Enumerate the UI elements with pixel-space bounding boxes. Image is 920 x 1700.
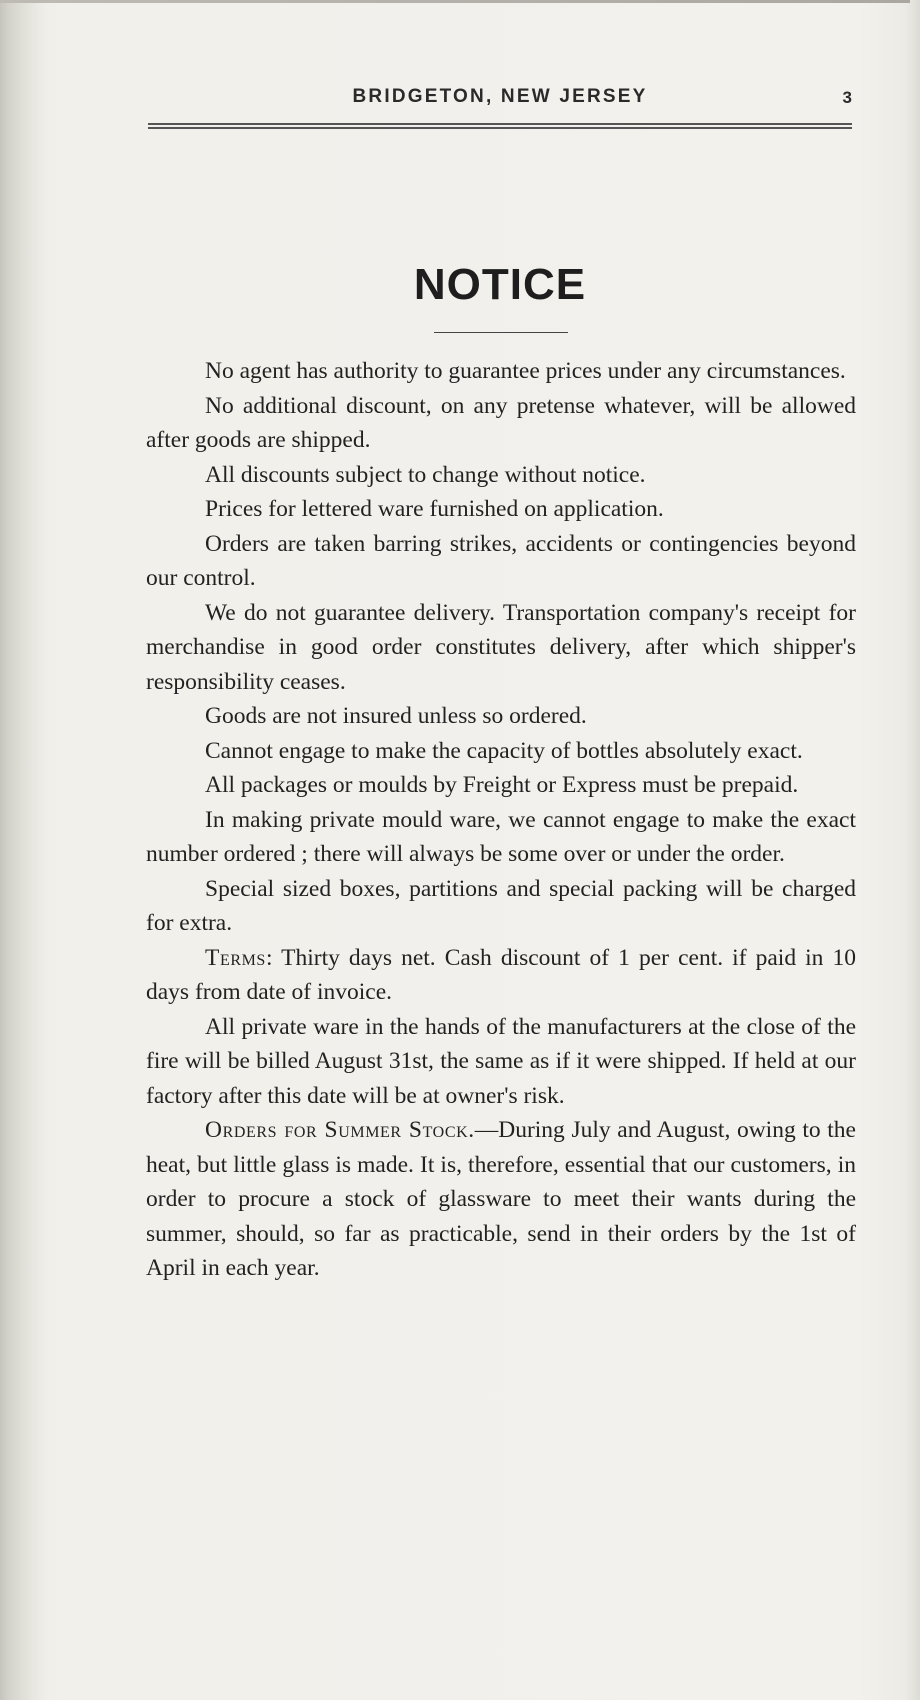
notice-body — [146, 354, 856, 1286]
terms-lead: Terms — [205, 944, 266, 971]
paragraph-terms — [146, 941, 856, 1010]
terms-text: : Thirty days net. Cash discount of 1 per cent. if paid in 10 days from date of invoice. — [146, 944, 856, 1005]
page-top-edge — [0, 0, 910, 3]
running-head — [148, 86, 852, 116]
paragraph-agent-authority: No agent has authority to guarantee prices under any circumstances. — [205, 358, 846, 384]
paragraph-orders-contingencies: Orders are taken barring strikes, accidents or contingencies beyond our control. — [146, 530, 856, 591]
title-underline-rule — [434, 332, 568, 333]
paragraph-special-packing: Special sized boxes, partitions and special packing will be charged for extra. — [146, 875, 856, 936]
paragraph-private-ware-billing: All private ware in the hands of the manufacturers at the close of the fire will be billed August 31st, the same as if it were shipped. If held at our factory after this date will be at owner's risk. — [146, 1013, 856, 1109]
paragraph-insurance: Goods are not insured unless so ordered. — [205, 703, 587, 729]
header-double-rule — [148, 123, 852, 129]
paragraph-bottle-capacity: Cannot engage to make the capacity of bottles absolutely exact. — [205, 737, 803, 764]
page-title: NOTICE — [413, 260, 587, 309]
running-title: BRIDGETON, NEW JERSEY — [352, 86, 648, 107]
paragraph-summer-stock — [146, 1113, 856, 1286]
paragraph-delivery: We do not guarantee delivery. Transportation company's receipt for merchandise in good order constitutes delivery, after which shipper's responsibility ceases. — [146, 599, 856, 695]
paragraph-discount-change: All discounts subject to change without notice. — [205, 461, 646, 488]
page-number: 3 — [842, 88, 852, 107]
paragraph-lettered-ware: Prices for lettered ware furnished on application. — [205, 496, 664, 522]
paragraph-private-mould: In making private mould ware, we cannot engage to make the exact number ordered ; there will always be some over or under the order. — [146, 806, 856, 867]
paragraph-additional-discount: No additional discount, on any pretense whatever, will be allowed after goods are shipped. — [146, 392, 856, 453]
spine-shadow — [0, 0, 48, 1700]
summer-stock-lead: Orders for Summer Stock. — [205, 1117, 475, 1143]
paragraph-prepaid-packages: All packages or moulds by Freight or Express must be prepaid. — [205, 772, 799, 798]
summer-stock-text: —During July and August, owing to the heat, but little glass is made. It is, therefore, essential that our customers, in order to procure a stock of glassware to meet their wants during the summer, should, so far as practicable, send in their orders by the 1st of April in each year. — [146, 1117, 856, 1281]
